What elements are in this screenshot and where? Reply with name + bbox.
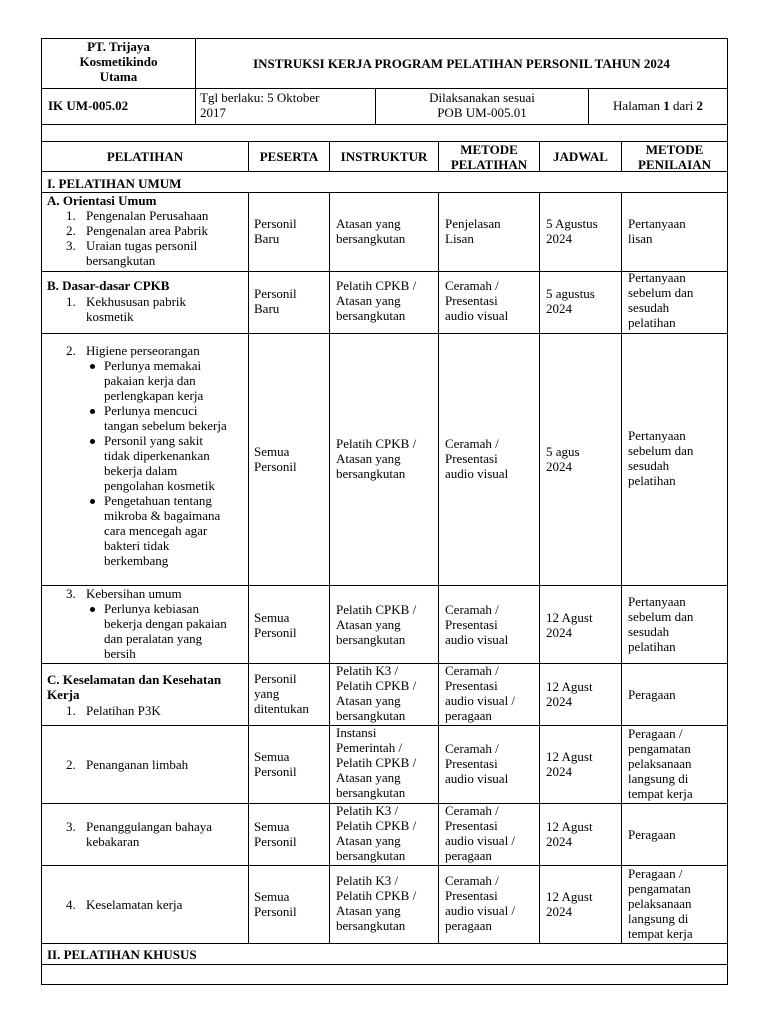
subsection-heading: C. Keselamatan dan Kesehatan Kerja — [47, 672, 222, 702]
document-code: IK UM-005.02 — [48, 98, 129, 113]
jadwal-cell: 12 Agust 2024 — [546, 749, 593, 779]
col-header-peserta: PESERTA — [259, 149, 319, 164]
metode-pelatihan-cell: Ceramah / Presentasi audio visual — [445, 278, 509, 323]
list-item: Kebersihan umum — [86, 586, 182, 601]
col-header-pelatihan: PELATIHAN — [106, 149, 184, 164]
list-number: 2. — [66, 343, 76, 358]
valid-from-date: Tgl berlaku: 5 Oktober 2017 — [200, 90, 320, 120]
metode-penilaian-cell: Pertanyaan sebelum dan sesudah pelatihan — [628, 594, 694, 654]
peserta-cell: Semua Personil — [254, 889, 297, 919]
company-name: PT. Trijaya Kosmetikindo Utama — [79, 39, 158, 84]
list-item: Uraian tugas personil bersangkutan — [86, 238, 198, 268]
section-heading-khusus: II. PELATIHAN KHUSUS — [47, 947, 197, 962]
jadwal-cell: 12 Agust 2024 — [546, 889, 593, 919]
peserta-cell: Personil Baru — [254, 286, 297, 316]
list-number: 3. — [66, 586, 76, 601]
subsection-heading: B. Dasar-dasar CPKB — [47, 278, 170, 293]
jadwal-cell: 5 agus 2024 — [546, 444, 580, 474]
document-title: INSTRUKSI KERJA PROGRAM PELATIHAN PERSONIL TAHUN 2024 — [253, 56, 670, 71]
instruktur-cell: Pelatih K3 / Pelatih CPKB / Atasan yang bersangkutan — [336, 663, 417, 723]
instruktur-cell: Pelatih K3 / Pelatih CPKB / Atasan yang bersangkutan — [336, 803, 417, 863]
list-item: Penanganan limbah — [86, 757, 189, 772]
bullet-item: Perlunya mencuci tangan sebelum bekerja — [104, 403, 227, 433]
peserta-cell: Semua Personil — [254, 444, 297, 474]
list-number: 2. — [66, 223, 76, 238]
list-number: 3. — [66, 819, 76, 834]
instruktur-cell: Pelatih CPKB / Atasan yang bersangkutan — [336, 436, 417, 481]
col-header-instruktur: INSTRUKTUR — [340, 149, 428, 164]
peserta-cell: Semua Personil — [254, 610, 297, 640]
peserta-cell: Personil Baru — [254, 216, 297, 246]
peserta-cell: Personil yang ditentukan — [254, 671, 309, 716]
instruktur-cell: Instansi Pemerintah / Pelatih CPKB / Atasan yang bersangkutan — [336, 725, 417, 800]
metode-pelatihan-cell: Ceramah / Presentasi audio visual / peragaan — [445, 803, 516, 863]
jadwal-cell: 5 Agustus 2024 — [546, 216, 598, 246]
subsection-heading: A. Orientasi Umum — [47, 193, 157, 208]
metode-penilaian-cell: Pertanyaan sebelum dan sesudah pelatihan — [628, 270, 694, 330]
list-item: Pengenalan area Pabrik — [86, 223, 209, 238]
list-item: Pelatihan P3K — [86, 703, 161, 718]
metode-penilaian-cell: Peragaan / pengamatan pelaksanaan langsung di tempat kerja — [628, 866, 693, 941]
list-item: Pengenalan Perusahaan — [86, 208, 209, 223]
instruktur-cell: Pelatih CPKB / Atasan yang bersangkutan — [336, 602, 417, 647]
peserta-cell: Semua Personil — [254, 749, 297, 779]
jadwal-cell: 5 agustus 2024 — [546, 286, 595, 316]
list-number: 1. — [66, 294, 76, 309]
bullet-list — [104, 358, 227, 568]
bullet-item: Perlunya kebiasan bekerja dengan pakaian dan peralatan yang bersih — [104, 601, 227, 661]
page-number: Halaman 1 dari 2 — [613, 98, 703, 113]
bullet-icon — [90, 364, 95, 369]
bullet-icon — [90, 439, 95, 444]
list-item: Kekhususan pabrik kosmetik — [86, 294, 187, 324]
list-number: 1. — [66, 208, 76, 223]
bullet-icon — [90, 409, 95, 414]
metode-pelatihan-cell: Ceramah / Presentasi audio visual — [445, 436, 509, 481]
metode-pelatihan-cell: Ceramah / Presentasi audio visual — [445, 602, 509, 647]
metode-penilaian-cell: Pertanyaan sebelum dan sesudah pelatihan — [628, 428, 694, 488]
executed-per-pob: Dilaksanakan sesuai POB UM-005.01 — [429, 90, 535, 120]
metode-pelatihan-cell: Ceramah / Presentasi audio visual / peragaan — [445, 663, 516, 723]
instruktur-cell: Atasan yang bersangkutan — [336, 216, 406, 246]
instruktur-cell: Pelatih K3 / Pelatih CPKB / Atasan yang bersangkutan — [336, 873, 417, 933]
list-number: 4. — [66, 897, 76, 912]
metode-penilaian-cell: Peragaan — [628, 687, 676, 702]
bullet-item: Perlunya memakai pakaian kerja dan perlengkapan kerja — [104, 358, 227, 403]
bullet-list — [104, 601, 227, 661]
metode-pelatihan-cell: Ceramah / Presentasi audio visual — [445, 741, 509, 786]
bullet-item: Pengetahuan tentang mikroba & bagaimana cara mencegah agar bakteri tidak berkembang — [104, 493, 227, 568]
metode-penilaian-cell: Peragaan / pengamatan pelaksanaan langsung di tempat kerja — [628, 726, 693, 801]
col-header-jadwal: JADWAL — [553, 149, 608, 164]
metode-penilaian-cell: Pertanyaan lisan — [628, 216, 686, 246]
section-heading-umum: I. PELATIHAN UMUM — [47, 176, 182, 191]
list-item: Penanggulangan bahaya kebakaran — [86, 819, 212, 849]
list-number: 1. — [66, 703, 76, 718]
list-number: 3. — [66, 238, 76, 253]
bullet-item: Personil yang sakit tidak diperkenankan bekerja dalam pengolahan kosmetik — [104, 433, 227, 493]
instruktur-cell: Pelatih CPKB / Atasan yang bersangkutan — [336, 278, 417, 323]
jadwal-cell: 12 Agust 2024 — [546, 679, 593, 709]
jadwal-cell: 12 Agust 2024 — [546, 610, 593, 640]
metode-pelatihan-cell: Penjelasan Lisan — [445, 216, 501, 246]
bullet-icon — [90, 499, 95, 504]
peserta-cell: Semua Personil — [254, 819, 297, 849]
col-header-metode-penilaian: METODE PENILAIAN — [638, 142, 711, 172]
list-item: Higiene perseorangan — [86, 343, 200, 358]
col-header-metode-pelatihan: METODE PELATIHAN — [450, 142, 528, 172]
list-number: 2. — [66, 757, 76, 772]
metode-pelatihan-cell: Ceramah / Presentasi audio visual / peragaan — [445, 873, 516, 933]
jadwal-cell: 12 Agust 2024 — [546, 819, 593, 849]
bullet-icon — [90, 607, 95, 612]
list-item: Keselamatan kerja — [86, 897, 183, 912]
metode-penilaian-cell: Peragaan — [628, 827, 676, 842]
